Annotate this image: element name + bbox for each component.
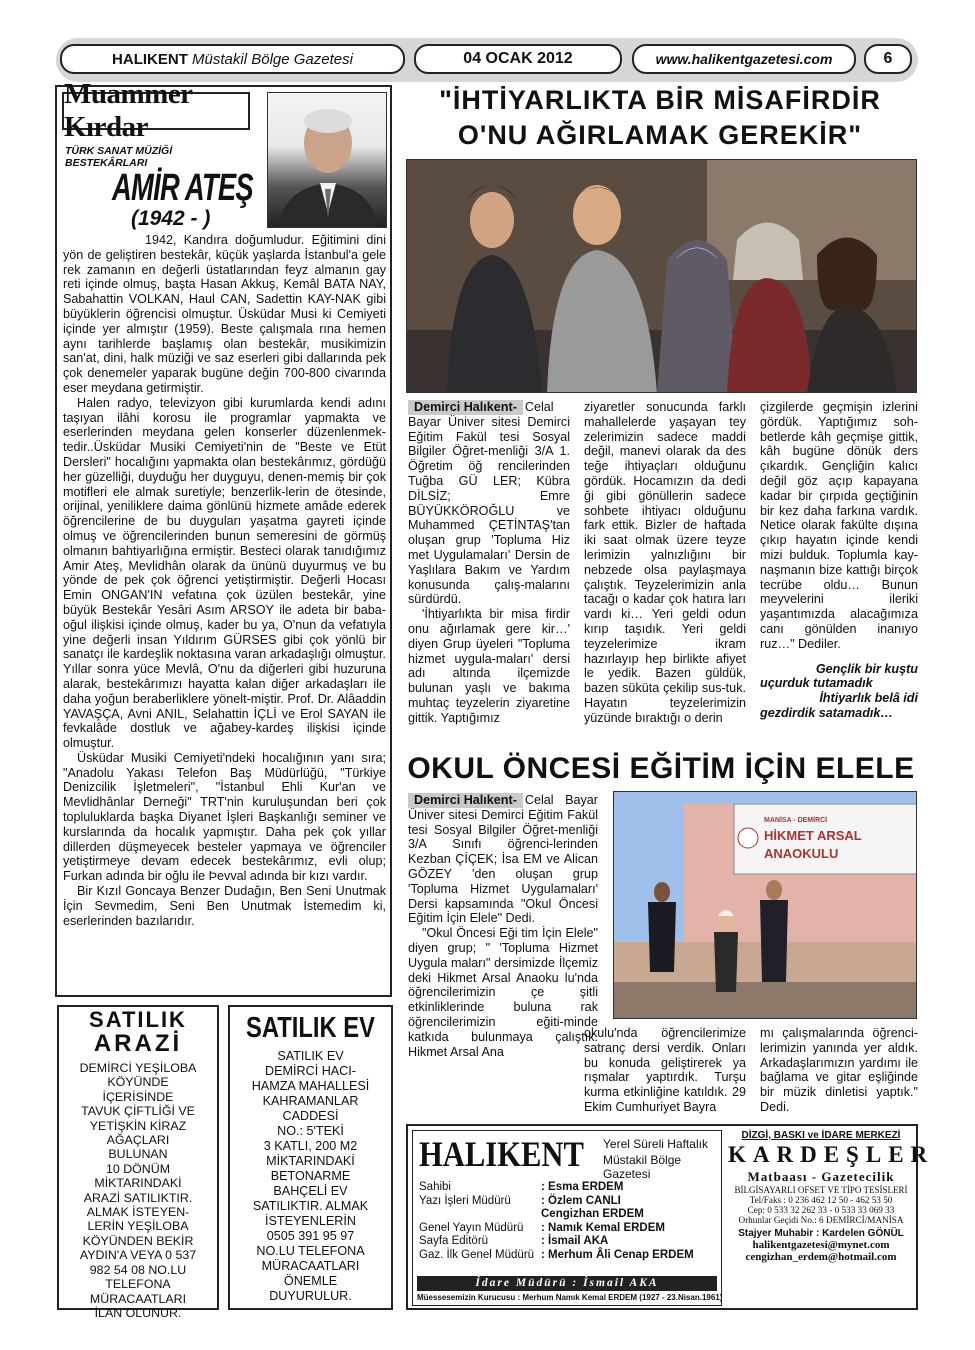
- ad2-line: BETONARME: [270, 1169, 351, 1183]
- staff-role: Sayfa Editörü: [419, 1235, 489, 1247]
- staff-role: Yazı İşleri Müdürü: [419, 1194, 511, 1207]
- column-body: [63, 233, 386, 928]
- article1-headline-line1: "İHTİYARLIKTA BİR MİSAFİRDİR: [439, 85, 881, 115]
- print-brand: KARDEŞLER: [728, 1142, 935, 1167]
- article2-col1-body: Celal Bayar Üniver sitesi Demirci Eğitim Fakül tesi Sosyal Bilgiler Öğret-menliği 3/A Sınıfı öğrenci-lerinden Kezban ÇİÇEK; İsa EM ve Alican GÖZEY 'den oluşan grup 'Topluma Hizmet Uygulamaları' Dersi kapsamında "Okul Öncesi Eğitim İçin Elele" Dedi.: [408, 793, 598, 926]
- ad1-line: İLAN OLUNUR.: [94, 1305, 182, 1320]
- article1-quote: [760, 662, 918, 721]
- ad2-line: KAHRAMANLAR: [262, 1094, 359, 1108]
- intern-line: Stajyer Muhabir : Kardelen GÖNÜL: [738, 1228, 904, 1239]
- website-link[interactable]: www.halikentgazetesi.com: [655, 51, 833, 67]
- ad2-line: DUYURULUR.: [269, 1289, 352, 1303]
- staff-person: Cengizhan ERDEM: [541, 1208, 644, 1220]
- ad2-line: ÖNEMLE: [283, 1274, 338, 1288]
- page-number-pill: [864, 44, 912, 74]
- print-brand-sub2: BİLGİSAYARLI OFSET VE TİPO TESİSLERİ: [734, 1185, 908, 1195]
- email-2[interactable]: cengizhan_erdem@hotmail.com: [745, 1251, 897, 1263]
- ad2-line: 3 KATLI, 200 M2: [263, 1139, 358, 1153]
- staff-row: [419, 1195, 719, 1209]
- author-name: Muammer Kırdar: [64, 78, 193, 143]
- masthead-sub1: Yerel Süreli Haftalık: [603, 1137, 708, 1151]
- date-pill: [414, 44, 622, 74]
- school-sign-line2: HİKMET ARSAL: [764, 828, 862, 843]
- paper-name-pill: [60, 44, 405, 74]
- ad1-line: YETİŞKİN KİRAZ: [89, 1118, 187, 1133]
- portrait-illustration: [268, 93, 387, 228]
- article1-headline-line2: O'NU AĞIRLAMAK GEREKİR": [457, 120, 863, 150]
- ad-land-title1: SATILIK: [89, 1007, 187, 1032]
- staff-person: : Merhum Âli Cenap ERDEM: [541, 1248, 694, 1261]
- ad1-line: TAVUK ÇİFTLİĞİ VE: [81, 1104, 195, 1119]
- staff-role: Genel Yayın Müdürü: [419, 1221, 524, 1234]
- website-pill: [632, 44, 856, 74]
- article1-col1-text: [408, 400, 570, 607]
- column-paragraph: Halen radyo, televizyon gibi kurumlarda kendi adını taşıyan ilâhi korosu ile programlar yapmakta ve eserlerinden meydana gelen konserler düzenlenmek-tedir..Üsküdar Musiki Cemiyeti'nin de "Beste ve Etüt Dersleri" hocalığını yapmakta olan bestekârımız, gördüğü her güzelliği, duyduğu her duyguyu, denen-memiş bir çok motifleri ele almak suretiyle; benzerlik-lerin de ötesinde, orijinal, yeniliklere daima gönlünü hizmete amâde ederek öğrencilerine de bu duyguları yaşatma gayreti içinde olmuş ve öğrencilerinden bunun semeresini de görmüş olmanın bahtiyarlığına ermiştir. Besteci olarak tanıdığımız Amir Ateş, Mevlidhân olarak da ününü duyurmuş ve bu yönde de pek çok öğrenci yetiştirmiştir. Değerli Hocası Emin ONGAN'IN vefatına çok üzülen bestekâr, yine büyük Bestekâr Yesâri Asım ARSOY ile adeta bir baba-oğul ilişkisi içinde olmuş, kader bu ya, O'nun da vefatıyla yine değerli insan Yıldırım GÜRSES gibi çok yönlü bir sanatçı ile kardeşlik noktasına varan arkadaşlığı olmuştur. Yıllar sonra yüce Mevlâ, O'nu da diğerleri gibi huzuruna alarak, bestekârımızı hayatta kalan diğer arkadaşları ile daha yoğun beraberliklere yönelt-miştir. Prof. Dr. Alâaddin YAVAŞÇA, Avni ANIL, Selahattin İÇLİ ve Erol SAYAN ile fevkalâde dostluk ve ağabey-kardeş ilişkisi içinde olmuştur.: [63, 395, 386, 751]
- quote-line: uçurduk tutamadık: [760, 676, 873, 691]
- founder-line: Müessesemizin Kurucusu : Merhum Namık Kemal ERDEM (1927 - 23.Nisan.1961): [417, 1293, 723, 1302]
- print-center-title: DİZGİ, BASKI ve İDARE MERKEZİ: [741, 1130, 901, 1141]
- ad2-line: MÜRACAATLARI: [261, 1259, 360, 1273]
- column-box: [55, 78, 392, 997]
- page-number: 6: [883, 50, 893, 67]
- ad-house-body: [230, 1049, 391, 1304]
- article1-col2-text: ziyaretler sonucunda farklı mahallelerde yaşayan tey zelerimizin sadece maddi değil, manevi olarak da des teğe ihtiyaçları olduğunu gördük. Hocamızın da dedi ği gibi gönüllerin sadece sohbete ihtiyacı olduğunu fark ettik. Bizler de haftada iki saat olmak üzere teyze lerimizin yalnızlığını bir nebzede olsa paylaşmaya çalıştık. Teyzelerimizin anla tacağı o kadar çok hatıra ları vardı ki… Yeri geldi odun kırıp taşıdık. Yeri geldi teyzelerimize ikram hazırlayıp hep birlikte afiyet le yedik. Bazen güldük, bazen süküta çekilip sus-tuk. Hayatın teyzelerimizin yüzünde bıraktığı o derin: [584, 400, 746, 725]
- article1-col2: [584, 400, 746, 726]
- ad1-line: BULUNAN: [108, 1147, 168, 1162]
- article2-col2: [584, 1026, 746, 1115]
- ad1-line: MİKTARINDAKİ: [94, 1176, 182, 1191]
- ad2-line: İSTEYENLERİN: [265, 1214, 356, 1228]
- ad-land-body: [59, 1061, 217, 1320]
- email-1[interactable]: halikentgazetesi@mynet.com: [752, 1239, 890, 1251]
- ad2-line: SATILIK EV: [277, 1049, 344, 1063]
- article1-col1-body: Celal Bayar Üniver sitesi Demirci Eğitim Fakül tesi Sosyal Bilgiler Öğret-menliği 3/A 1. Öğretim öğ rencilerinden Tuğba GÜ LER; Kübra DİLSİZ; Emre BÜYÜKKÖROĞLU ve Muhammed ÇETİNTAŞ'tan oluşan grup 'Topluma Hiz met Uygulamaları' Dersin de Yaşlılara Bakım ve Yardım konusunda çalış-malarını sürdürdü.: [408, 400, 570, 607]
- ad-land-title2: ARAZİ: [93, 1030, 183, 1057]
- staff-row: [419, 1222, 719, 1236]
- article2-col1-text: [408, 793, 598, 926]
- staff-row: [419, 1249, 719, 1263]
- article2-col3: [760, 1026, 918, 1115]
- ad1-line: AYDIN'A VEYA 0 537: [79, 1248, 197, 1263]
- article2-kicker: Demirci Halıkent-: [408, 793, 523, 808]
- ad2-line: DEMİRCİ HACI-: [265, 1064, 356, 1078]
- article1-headline: [400, 83, 920, 153]
- ad1-line: İÇERİSİNDE: [102, 1089, 174, 1104]
- print-tel: Tel/Faks : 0 236 462 12 50 - 462 53 50: [749, 1195, 893, 1205]
- masthead-sub2: Müstakil Bölge Gazetesi: [603, 1153, 682, 1181]
- quote-line: İhtiyarlık belâ idi: [819, 691, 918, 706]
- article1-kicker: Demirci Halıkent-: [408, 400, 523, 415]
- ad-house-sale: [228, 1005, 393, 1310]
- quote-line: Gençlik bir kuştu: [815, 661, 918, 676]
- ad2-line: NO.: 5'TEKİ: [277, 1124, 344, 1138]
- print-brand-sub: Matbaası - Gazetecilik: [747, 1169, 895, 1184]
- masthead-box: [406, 1124, 935, 1310]
- article1-photo: [406, 159, 917, 393]
- staff-role: [419, 1208, 541, 1222]
- school-photo-illustration: [614, 792, 917, 1019]
- author-name-box: [62, 78, 250, 143]
- paper-name: HALIKENT: [112, 50, 188, 68]
- article2-col2-text: okulu'nda öğrencilerimize satranç dersi verdik. Onları bu konuda geliştirerek ya rışmalar yaptırdık. Turşu kurma etkinliğine katıldık. 29 Ekim Cumhuriyet Bayra: [584, 1026, 746, 1114]
- ad1-line: ARAZİ SATILIKTIR.: [83, 1190, 193, 1205]
- staff-row: [419, 1235, 719, 1249]
- subject-name: AMİR ATEŞ: [112, 167, 253, 209]
- ad1-line: DEMİRCİ YEŞİLOBA: [79, 1061, 197, 1075]
- print-address: Orhunlar Geçidi No.: 6 DEMİRCİ/MANİSA: [738, 1215, 904, 1225]
- ad2-line: BAHÇELİ EV: [273, 1184, 348, 1198]
- staff-person: : Namık Kemal ERDEM: [541, 1221, 665, 1234]
- paper-subtitle: Müstakil Bölge Gazetesi: [192, 50, 353, 68]
- article1-col3-text: çizgilerde geçmişin izlerini gördük. Yaptığımız soh-betlerde kâh geçmişe gittik, kâh bugüne dönük ders çıkardık. Gençliğin kalıcı değil göz açıp kapayana kadar bir çırpıda geçtiğinin bir kez daha farkına vardık. Netice olarak fakülte dışına çıkıp hayatın içinde kendi mizi bulduk. Toplumla kay-naşmanın bize kattığı birçok tecrübe oldu… Bunun meyvelerini ileriki yaşantımızda alacağımıza canı gönülden inanıyo ruz…" Dediler.: [760, 400, 918, 651]
- masthead-left: [412, 1130, 722, 1306]
- ad1-line: KÖYÜNDEN BEKİR: [82, 1233, 194, 1248]
- staff-row: [419, 1181, 719, 1195]
- article1-col1-text2: 'İhtiyarlıkta bir misa firdir onu ağırlamak gere kir…' diyen Grup üyeleri "Topluma hizmet uygula-maları' dersi adı altında ilçemizde bulunan yaşlı ve bakıma muhtaç teyzelerin ziyaretine gittik. Yaptığımız: [408, 607, 570, 725]
- staff-person: : Esma ERDEM: [541, 1181, 624, 1193]
- ad2-line: 0505 391 95 97: [266, 1229, 355, 1243]
- ad1-line: 982 54 08 NO.LU: [89, 1262, 187, 1277]
- ad1-line: LERİN YEŞİLOBA: [87, 1219, 189, 1234]
- school-sign-line3: ANAOKULU: [764, 846, 839, 861]
- ad2-line: SATILIKTIR. ALMAK: [252, 1199, 369, 1213]
- ad-land-sale: [57, 1005, 219, 1320]
- ad1-line: TELEFONA: [105, 1277, 171, 1292]
- article2-col1: [408, 793, 598, 1059]
- ad2-line: NO.LU TELEFONA: [256, 1244, 365, 1258]
- ad2-line: MİKTARINDAKİ: [266, 1154, 355, 1168]
- ad1-line: ALMAK İSTEYEN-: [86, 1205, 190, 1220]
- staff-row: [419, 1208, 719, 1222]
- masthead-staff: [419, 1181, 719, 1262]
- ad1-line: AĞAÇLARI: [106, 1133, 170, 1148]
- column-paragraph: Bir Kızıl Goncaya Benzer Dudağın, Ben Seni Unutmak İçin Sevmedim, Seni Ben Unutmak İstemedim ki, eserlerinden bazılarıdır.: [63, 884, 386, 928]
- article2-col3-text: mı çalışmalarında öğrenci-lerimizin yanında yer aldık. Arkadaşlarımızın yardımı ile bağlama ve gitar eşliğinde bir müzik dinletisi yaptık." Dedi.: [760, 1026, 918, 1114]
- section-title: TÜRK SANAT MÜZİĞİ BESTEKÂRLARI: [65, 145, 173, 169]
- ad2-line: CADDESİ: [282, 1109, 339, 1123]
- article1-col3: [760, 400, 918, 721]
- column-paragraph: Üsküdar Musiki Cemiyeti'ndeki hocalığının yanı sıra; "Anadolu Yakası Telefon Baş Müdürlüğü, "Türkiye Denizcilik İşletmeleri", "İstanbul Ehli Kur'an ve Mevlidhânlar Derneği" TRT'nin kuruluşundan beri çok topluluklarda başka Diyanet İşleri Başkanlığı seminer ve kurslarında da hocalık yapmıştır. Daha pek çok yıllar dillerden düşmeyecek besteler yapmaya ve öğrenciler yetiştirmeye devam edecek bestekârımız, evli olup; Furkan adında bir oğlu ile Þevval adında bir kızı vardır.: [63, 750, 386, 884]
- article1-col1: [408, 400, 570, 726]
- school-sign-line1: MANİSA - DEMİRCİ: [764, 817, 828, 824]
- ad-house-title: SATILIK EV: [245, 1012, 376, 1044]
- column-paragraph: 1942, Kandıra doğumludur. Eğitimini dini yön de geliştiren bestekâr, küçük yaşlarda İstanbul'a gele rek zamanın en değerli üstatlarından feyz almanın gay reti içinde olmuş, başta Hasan Akkuş, Kemâl BATA NAY, Sabahattin VOLKAN, Haul CAN, Sadettin KAY-NAK gibi büyüklerin öğrencisi olmuştur. Üsküdar Musi ki Cemiyeti içinde yer almıştır (1959). Beste çalışmala rına hemen aynı tarihlerde başlamış olan bestekâr, musikimizin san'at, dini, halk müziği ve saz eserleri gibi dallarında pek çok denemeler yaparak bugüne değin 700-800 civarında eser meydana getirmiştir.: [63, 233, 386, 395]
- quote-line: gezdirdik satamadık…: [760, 705, 893, 720]
- ad2-line: HAMZA MAHALLESİ: [251, 1079, 370, 1093]
- idare-bar: İdare Müdürü : İsmail AKA: [417, 1276, 717, 1291]
- issue-date: 04 OCAK 2012: [463, 50, 573, 67]
- subject-years: (1942 - ): [131, 207, 211, 230]
- article2-col1-text2: "Okul Öncesi Eği tim İçin Elele" diyen grup; " 'Topluma Hizmet Uygula maları" dersimizde İlçemiz deki Hikmet Arsal Anaoku lu'nda öğrencilerimizin çe şitli etkinliklerinde buluna rak öğrencilerimizin eğiti-minde katkıda bulunmaya çalıştık. Hikmet Arsal Ana: [408, 926, 598, 1059]
- ad1-line: KÖYÜNDE: [107, 1075, 169, 1090]
- ad1-line: MÜRACAATLARI: [89, 1291, 187, 1306]
- group-photo-illustration: [407, 160, 917, 393]
- staff-person: : Özlem CANLI: [541, 1194, 621, 1207]
- staff-role: Gaz. İlk Genel Müdürü: [419, 1248, 535, 1261]
- staff-role: Sahibi: [419, 1181, 451, 1193]
- portrait-photo: [267, 92, 387, 228]
- print-cep: Cep: 0 533 32 262 33 - 0 533 33 069 33: [747, 1205, 895, 1215]
- article2-headline: OKUL ÖNCESİ EĞİTİM İÇİN ELELE: [407, 752, 915, 785]
- ad1-line: 10 DÖNÜM: [105, 1161, 171, 1176]
- staff-person: : İsmail AKA: [541, 1235, 609, 1247]
- masthead-right: [728, 1130, 935, 1306]
- article2-photo: [613, 791, 917, 1019]
- masthead-name: HALIKENT: [419, 1134, 584, 1174]
